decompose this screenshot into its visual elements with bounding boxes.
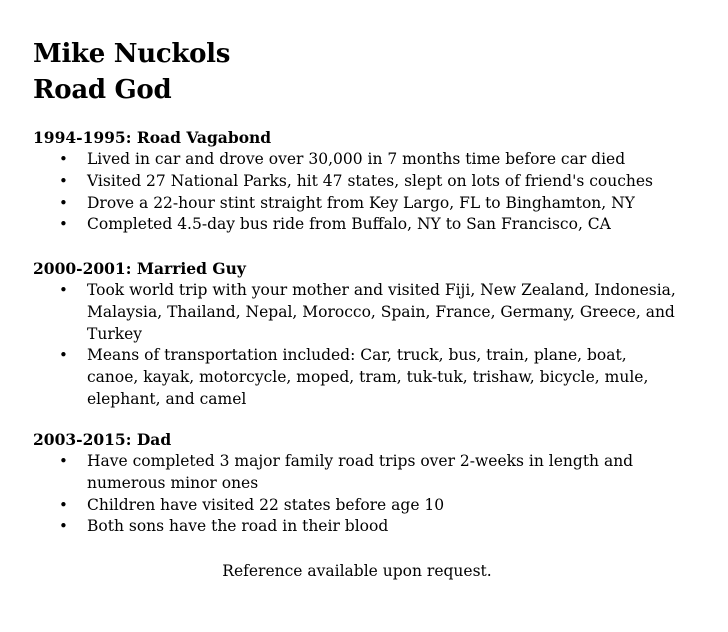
list-item-text: Visited 27 National Parks, hit 47 states, slept on lots of friend's couches — [87, 171, 653, 190]
list-item — [33, 214, 693, 236]
person-title: Road God — [33, 75, 172, 105]
list-item-text: Lived in car and drove over 30,000 in 7 months time before car died — [87, 150, 626, 168]
bullet-list — [33, 280, 693, 411]
section-married-guy — [33, 258, 693, 411]
reference-note: Reference available upon request. — [222, 562, 492, 580]
list-item — [33, 495, 693, 517]
list-item-text: Took world trip with your mother and visited Fiji, New Zealand, Indonesia, Malaysia, Thailand, Nepal, Morocco, Spain, France, Germany, Greece, and Turkey — [87, 281, 676, 343]
bullet-icon: • — [59, 215, 68, 234]
bullet-icon: • — [59, 193, 68, 212]
list-item — [33, 516, 693, 538]
section-heading: 2003-2015: Dad — [33, 430, 172, 449]
bullet-list — [33, 149, 693, 236]
bullet-icon: • — [59, 281, 68, 299]
bullet-list — [33, 451, 693, 538]
section-heading: 1994-1995: Road Vagabond — [33, 128, 272, 147]
list-item — [33, 280, 693, 345]
list-item — [33, 451, 693, 495]
list-item — [33, 193, 693, 215]
section-dad — [33, 429, 693, 538]
bullet-icon: • — [59, 495, 68, 514]
list-item-text: Drove a 22-hour stint straight from Key Largo, FL to Binghamton, NY — [87, 193, 635, 212]
bullet-icon: • — [59, 346, 68, 365]
list-item-text: Both sons have the road in their blood — [87, 517, 389, 536]
list-item-text: Means of transportation included: Car, truck, bus, train, plane, boat, canoe, kayak, motorcycle, moped, tram, tuk-tuk, trishaw, bicycle, mule, elephant, and camel — [87, 346, 649, 408]
person-name: Mike Nuckols — [33, 39, 231, 69]
bullet-icon: • — [59, 517, 68, 536]
section-road-vagabond — [33, 127, 693, 236]
list-item-text: Have completed 3 major family road trips over 2-weeks in length and numerous minor ones — [87, 452, 634, 492]
list-item-text: Completed 4.5-day bus ride from Buffalo, NY to San Francisco, CA — [87, 215, 611, 234]
bullet-icon: • — [59, 452, 68, 470]
list-item — [33, 345, 693, 410]
bullet-icon: • — [59, 171, 68, 190]
list-item — [33, 149, 693, 171]
bullet-icon: • — [59, 150, 68, 168]
list-item-text: Children have visited 22 states before age 10 — [87, 495, 445, 514]
section-heading: 2000-2001: Married Guy — [33, 259, 246, 278]
resume-header — [33, 36, 230, 108]
list-item — [33, 171, 693, 193]
